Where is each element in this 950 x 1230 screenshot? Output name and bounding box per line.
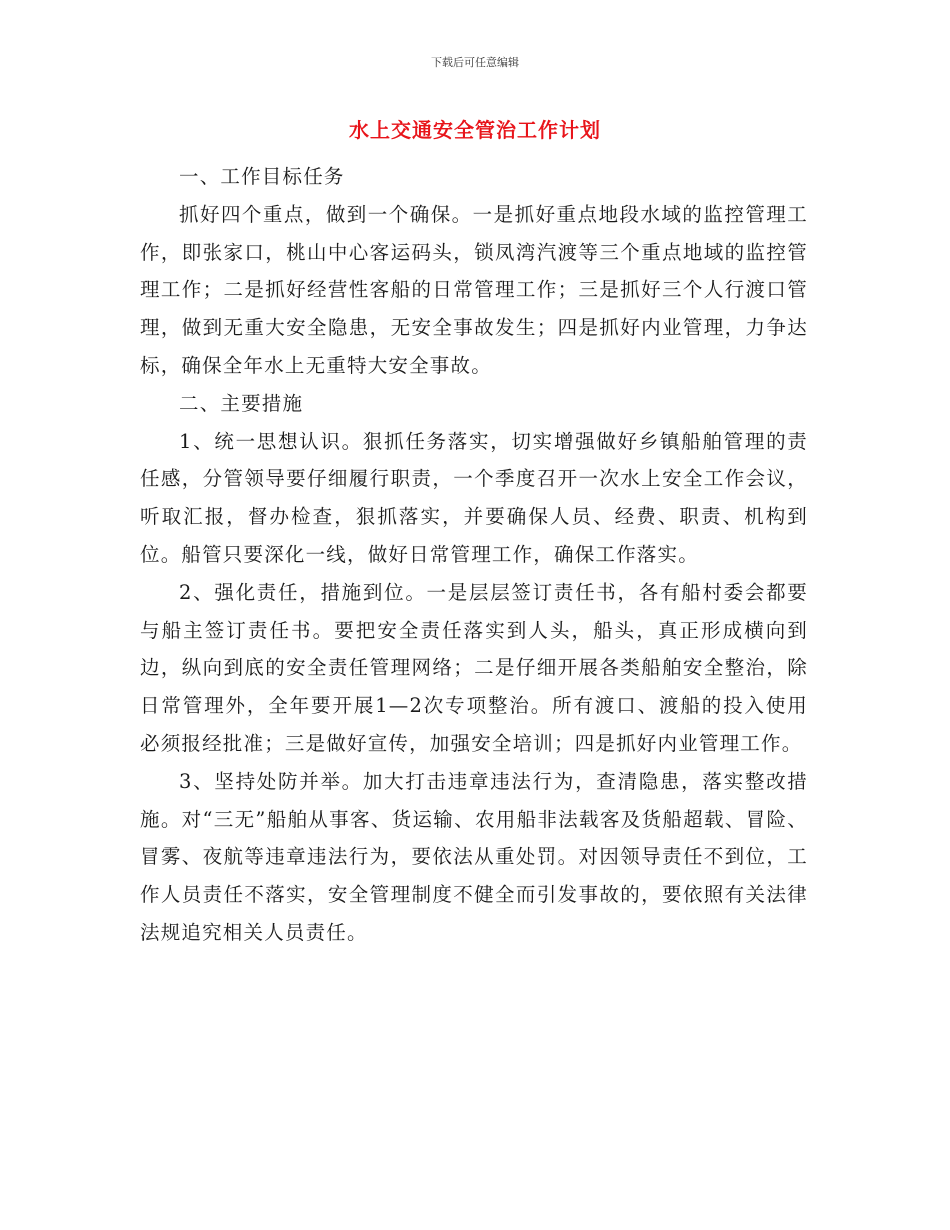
header-note: 下载后可任意编辑	[431, 56, 519, 69]
section-heading-goals: 一、工作目标任务	[179, 165, 345, 188]
paragraph-measure-1: 1、统一思想认识。狠抓任务落实，切实增强做好乡镇船舶管理的责任感，分管领导要仔细履行职责，一个季度召开一次水上安全工作会议，听取汇报，督办检查，狠抓落实，并要确保人员、经费、职责、机构到位。船管只要深化一线，做好日常管理工作，确保工作落实。	[140, 429, 808, 566]
paragraph-goals: 抓好四个重点，做到一个确保。一是抓好重点地段水域的监控管理工作，即张家口，桃山中心客运码头，锁凤湾汽渡等三个重点地域的监控管理工作；二是抓好经营性客船的日常管理工作；三是抓好三个人行渡口管理，做到无重大安全隐患，无安全事故发生；四是抓好内业管理，力争达标，确保全年水上无重特大安全事故。	[140, 202, 808, 377]
section-heading-measures: 二、主要措施	[179, 391, 304, 415]
paragraph-measure-2: 2、强化责任，措施到位。一是层层签订责任书，各有船村委会都要与船主签订责任书。要把安全责任落实到人头，船头，真正形成横向到边，纵向到底的安全责任管理网络；二是仔细开展各类船舶安全整治，除日常管理外，全年要开展1—2次专项整治。所有渡口、渡船的投入使用必须报经批准；三是做好宣传，加强安全培训；四是抓好内业管理工作。	[140, 580, 808, 755]
document-title: 水上交通安全管治工作计划	[349, 118, 601, 142]
document-body	[140, 158, 808, 952]
paragraph-measure-3: 3、坚持处防并举。加大打击违章违法行为，查清隐患，落实整改措施。对“三无”船舶从事客、货运输、农用船非法载客及货船超载、冒险、冒雾、夜航等违章违法行为，要依法从重处罚。对因领导责任不到位，工作人员责任不落实，安全管理制度不健全而引发事故的，要依照有关法律法规追究相关人员责任。	[140, 769, 808, 944]
